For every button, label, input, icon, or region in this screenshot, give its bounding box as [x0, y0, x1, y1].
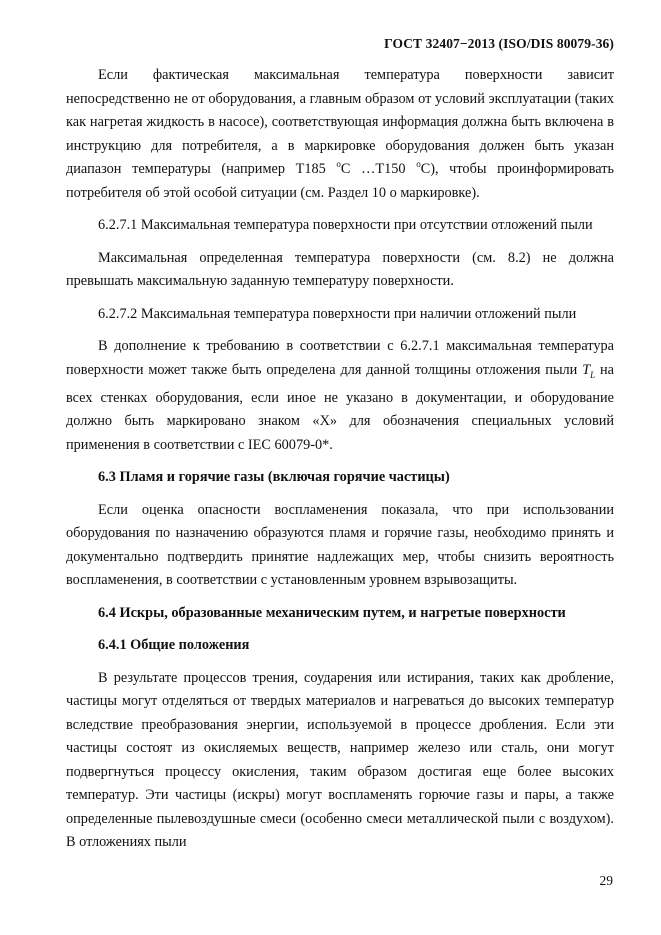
paragraph-surface-temp-intro: [66, 64, 614, 205]
degree-symbol: o: [416, 159, 421, 170]
degree-symbol: o: [336, 159, 341, 170]
variable-subscript: L: [590, 369, 596, 380]
text-run: В дополнение к требованию в соответствии с 6.2.7.1 максимальная температура поверхности может также быть определена для данной толщины отложения пыли: [66, 338, 614, 378]
paragraph-no-dust: Максимальная определенная температура поверхности (см. 8.2) не должна превышать максимальную заданную температуру поверхности.: [66, 249, 614, 289]
variable-letter: T: [582, 361, 591, 378]
document-header: ГОСТ 32407−2013 (ISO/DIS 80079-36): [384, 36, 614, 51]
text-run: С …Т150: [340, 161, 417, 177]
paragraph-flames: Если оценка опасности воспламенения показала, что при использовании оборудования по назначению образуются пламя и горячие газы, необходимо принять и документально подтвердить принятие надлежащих мер, чтобы снизить вероятность воспламенения, в соответствии с установленным уровнем взрывозащиты.: [66, 501, 614, 589]
clause-6-2-7-1: 6.2.7.1 Максимальная температура поверхности при отсутствии отложений пыли: [98, 217, 593, 233]
text-run: Если фактическая максимальная температура поверхности зависит непосредственно не от оборудования, а главным образом от условий эксплуатации (таких как нагретая жидкость в насосе), соответствующая информация должна быть включена в инструкцию для потребителя, а в маркировке оборудования должен быть указан диапазон температуры (например Т185: [66, 67, 614, 177]
text-run: на всех стенках оборудования, если иное не указано в документации, и оборудование должно быть маркировано знаком «X» для обозначения специальных условий применения в соответствии с IEC 60079-0*.: [66, 361, 614, 453]
heading-6-3: 6.3 Пламя и горячие газы (включая горячие частицы): [98, 469, 450, 486]
page-number: 29: [599, 873, 613, 888]
heading-6-4: 6.4 Искры, образованные механическим путем, и нагретые поверхности: [98, 604, 566, 621]
paragraph-dust-layer: [66, 335, 614, 457]
variable-tl: [582, 362, 595, 378]
clause-6-2-7-2: 6.2.7.2 Максимальная температура поверхности при наличии отложений пыли: [98, 305, 577, 322]
heading-6-4-1: 6.4.1 Общие положения: [98, 637, 250, 654]
paragraph-mechanical-sparks: В результате процессов трения, соударения или истирания, таких как дробление, частицы могут отделяться от твердых материалов и нагреваться до высоких температур вследствие преобразования энергии, используемой в процессе дробления. Если эти частицы состоят из окисляемых веществ, например железо или сталь, они могут подвергнуться процессу окисления, таким образом достигая еще более высоких температур. Эти частицы (искры) могут воспламенять горючие газы и пары, а также определенные пылевоздушные смеси (особенно смеси металлической пыли с воздухом). В отложениях пыли: [66, 669, 614, 851]
text-run: С), чтобы проинформировать потребителя об этой особой ситуации (см. Раздел 10 о маркировке).: [66, 161, 614, 201]
